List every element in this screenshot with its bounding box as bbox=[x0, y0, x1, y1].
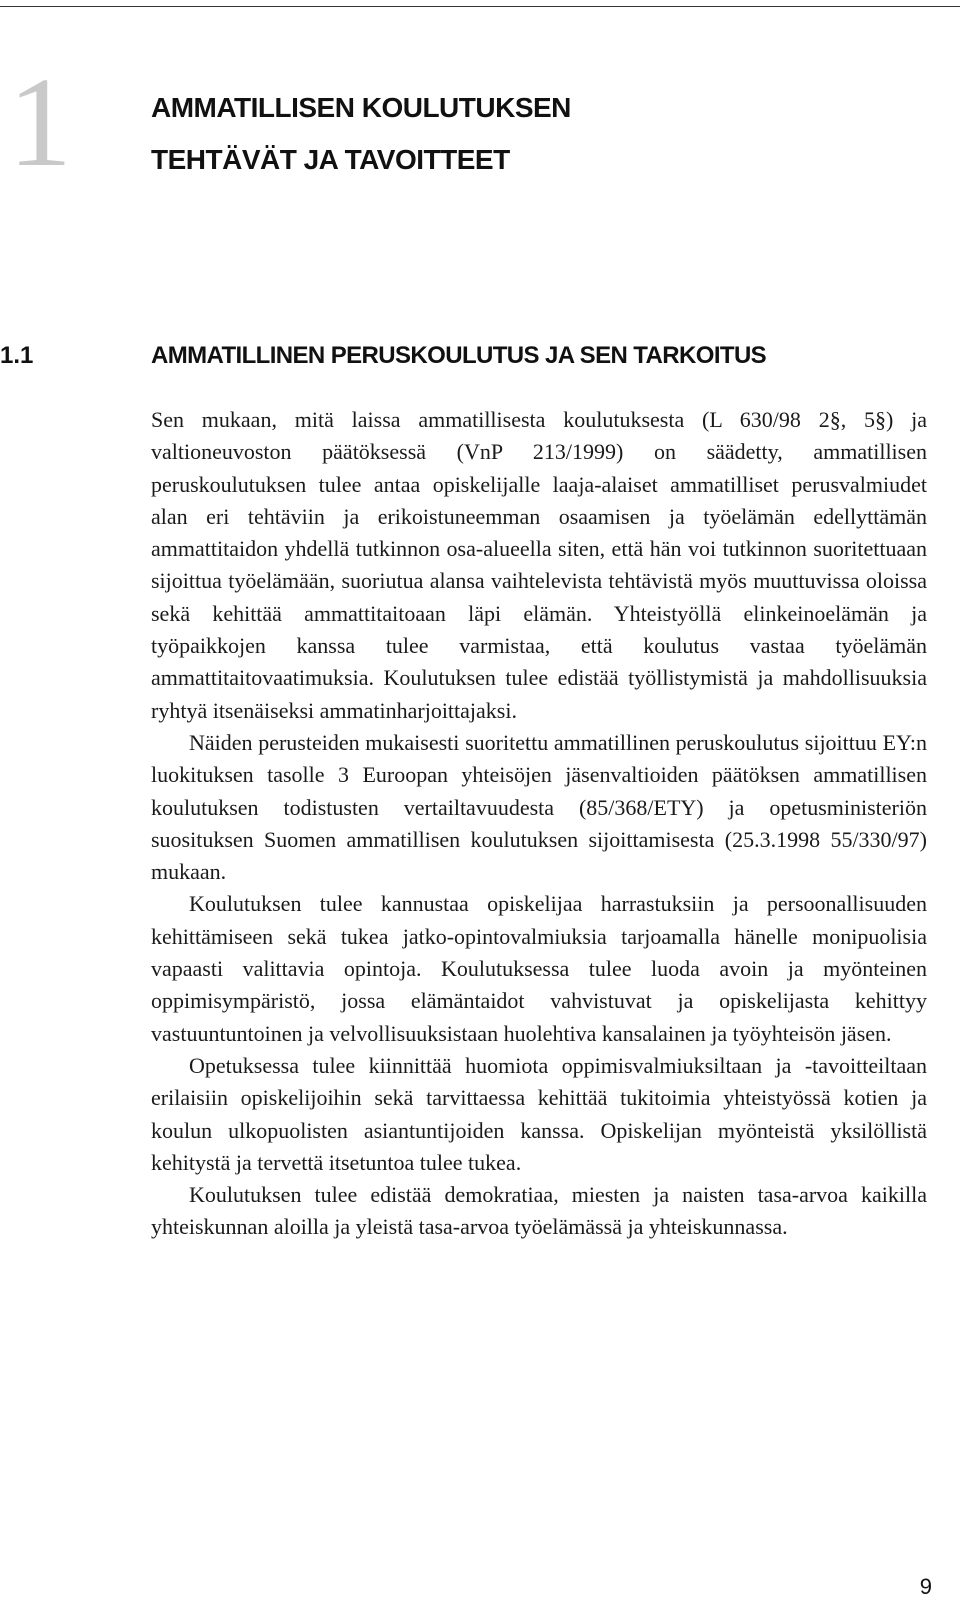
section-title: AMMATILLINEN PERUSKOULUTUS JA SEN TARKOITUS bbox=[151, 342, 767, 369]
paragraph-1: Sen mukaan, mitä laissa ammatillisesta koulutuksesta (L 630/98 2§, 5§) ja valtioneuvoston päätöksessä (VnP 213/1999) on säädetty, ammatillisen peruskoulutuksen tulee antaa opiskelijalle laaja-alaiset ammatilliset perusvalmiudet alan eri tehtäviin ja erikoistuneemman osaamisen ja työelämän edellyttämän ammattitaidon yhdellä tutkinnon osa-alueella siten, että hän voi tutkinnon suoritettuaan sijoittua työelämään, suoriutua alansa vaihtelevista tehtävistä myös muuttuvissa oloissa sekä kehittää ammattitaitoaan läpi elämän. Yhteistyöllä elinkeinoelämän ja työpaikkojen kanssa tulee varmistaa, että koulutus vastaa työelämän ammattitaitovaatimuksia. Koulutuksen tulee edistää työllistymistä ja mahdollisuuksia ryhtyä itsenäiseksi ammatinharjoittajaksi. bbox=[151, 407, 927, 723]
chapter-title-line-2: TEHTÄVÄT JA TAVOITTEET bbox=[151, 144, 510, 175]
paragraph-2: Näiden perusteiden mukaisesti suoritettu ammatillinen peruskoulutus sijoittuu EY:n luokituksen tasolle 3 Euroopan yhteisöjen jäsenvaltioiden päätöksen ammatillisen koulutuksen todistusten vertailtavuudesta (85/368/ETY) ja opetusministeriön suosituksen Suomen ammatillisen koulutuksen sijoittamisesta (25.3.1998 55/330/97) mukaan. bbox=[151, 729, 927, 885]
page-number: 9 bbox=[919, 1574, 932, 1599]
chapter-number: 1 bbox=[8, 51, 72, 193]
chapter-title bbox=[151, 82, 571, 186]
body-text bbox=[151, 404, 927, 1244]
chapter-title-line-1: AMMATILLISEN KOULUTUKSEN bbox=[151, 92, 571, 123]
paragraph-3: Koulutuksen tulee kannustaa opiskelijaa harrastuksiin ja persoonallisuuden kehittämiseen sekä tukea jatko-opintovalmiuksia tarjoamalla hänelle monipuolisia vapaasti valittavia opintoja. Koulutuksessa tulee luoda avoin ja myönteinen oppimisympäristö, jossa elämäntaidot vahvistuvat ja opiskelijasta kehittyy vastuuntuntoinen ja velvollisuuksistaan huolehtiva kansalainen ja työyhteisön jäsen. bbox=[151, 891, 927, 1046]
paragraph-4: Opetuksessa tulee kiinnittää huomiota oppimisvalmiuksiltaan ja -tavoitteiltaan erilaisiin opiskelijoihin sekä tarvittaessa kehittää tukitoimia yhteistyössä kotien ja koulun ulkopuolisten asiantuntijoiden kanssa. Opiskelijan myönteistä yksilöllistä kehitystä ja tervettä itsetuntoa tulee tukea. bbox=[151, 1052, 927, 1175]
paragraph-5: Koulutuksen tulee edistää demokratiaa, miesten ja naisten tasa-arvoa kaikilla yhteiskunnan aloilla ja yleistä tasa-arvoa työelämässä ja yhteiskunnassa. bbox=[151, 1182, 927, 1240]
section-number: 1.1 bbox=[0, 342, 34, 369]
top-rule bbox=[0, 6, 960, 7]
